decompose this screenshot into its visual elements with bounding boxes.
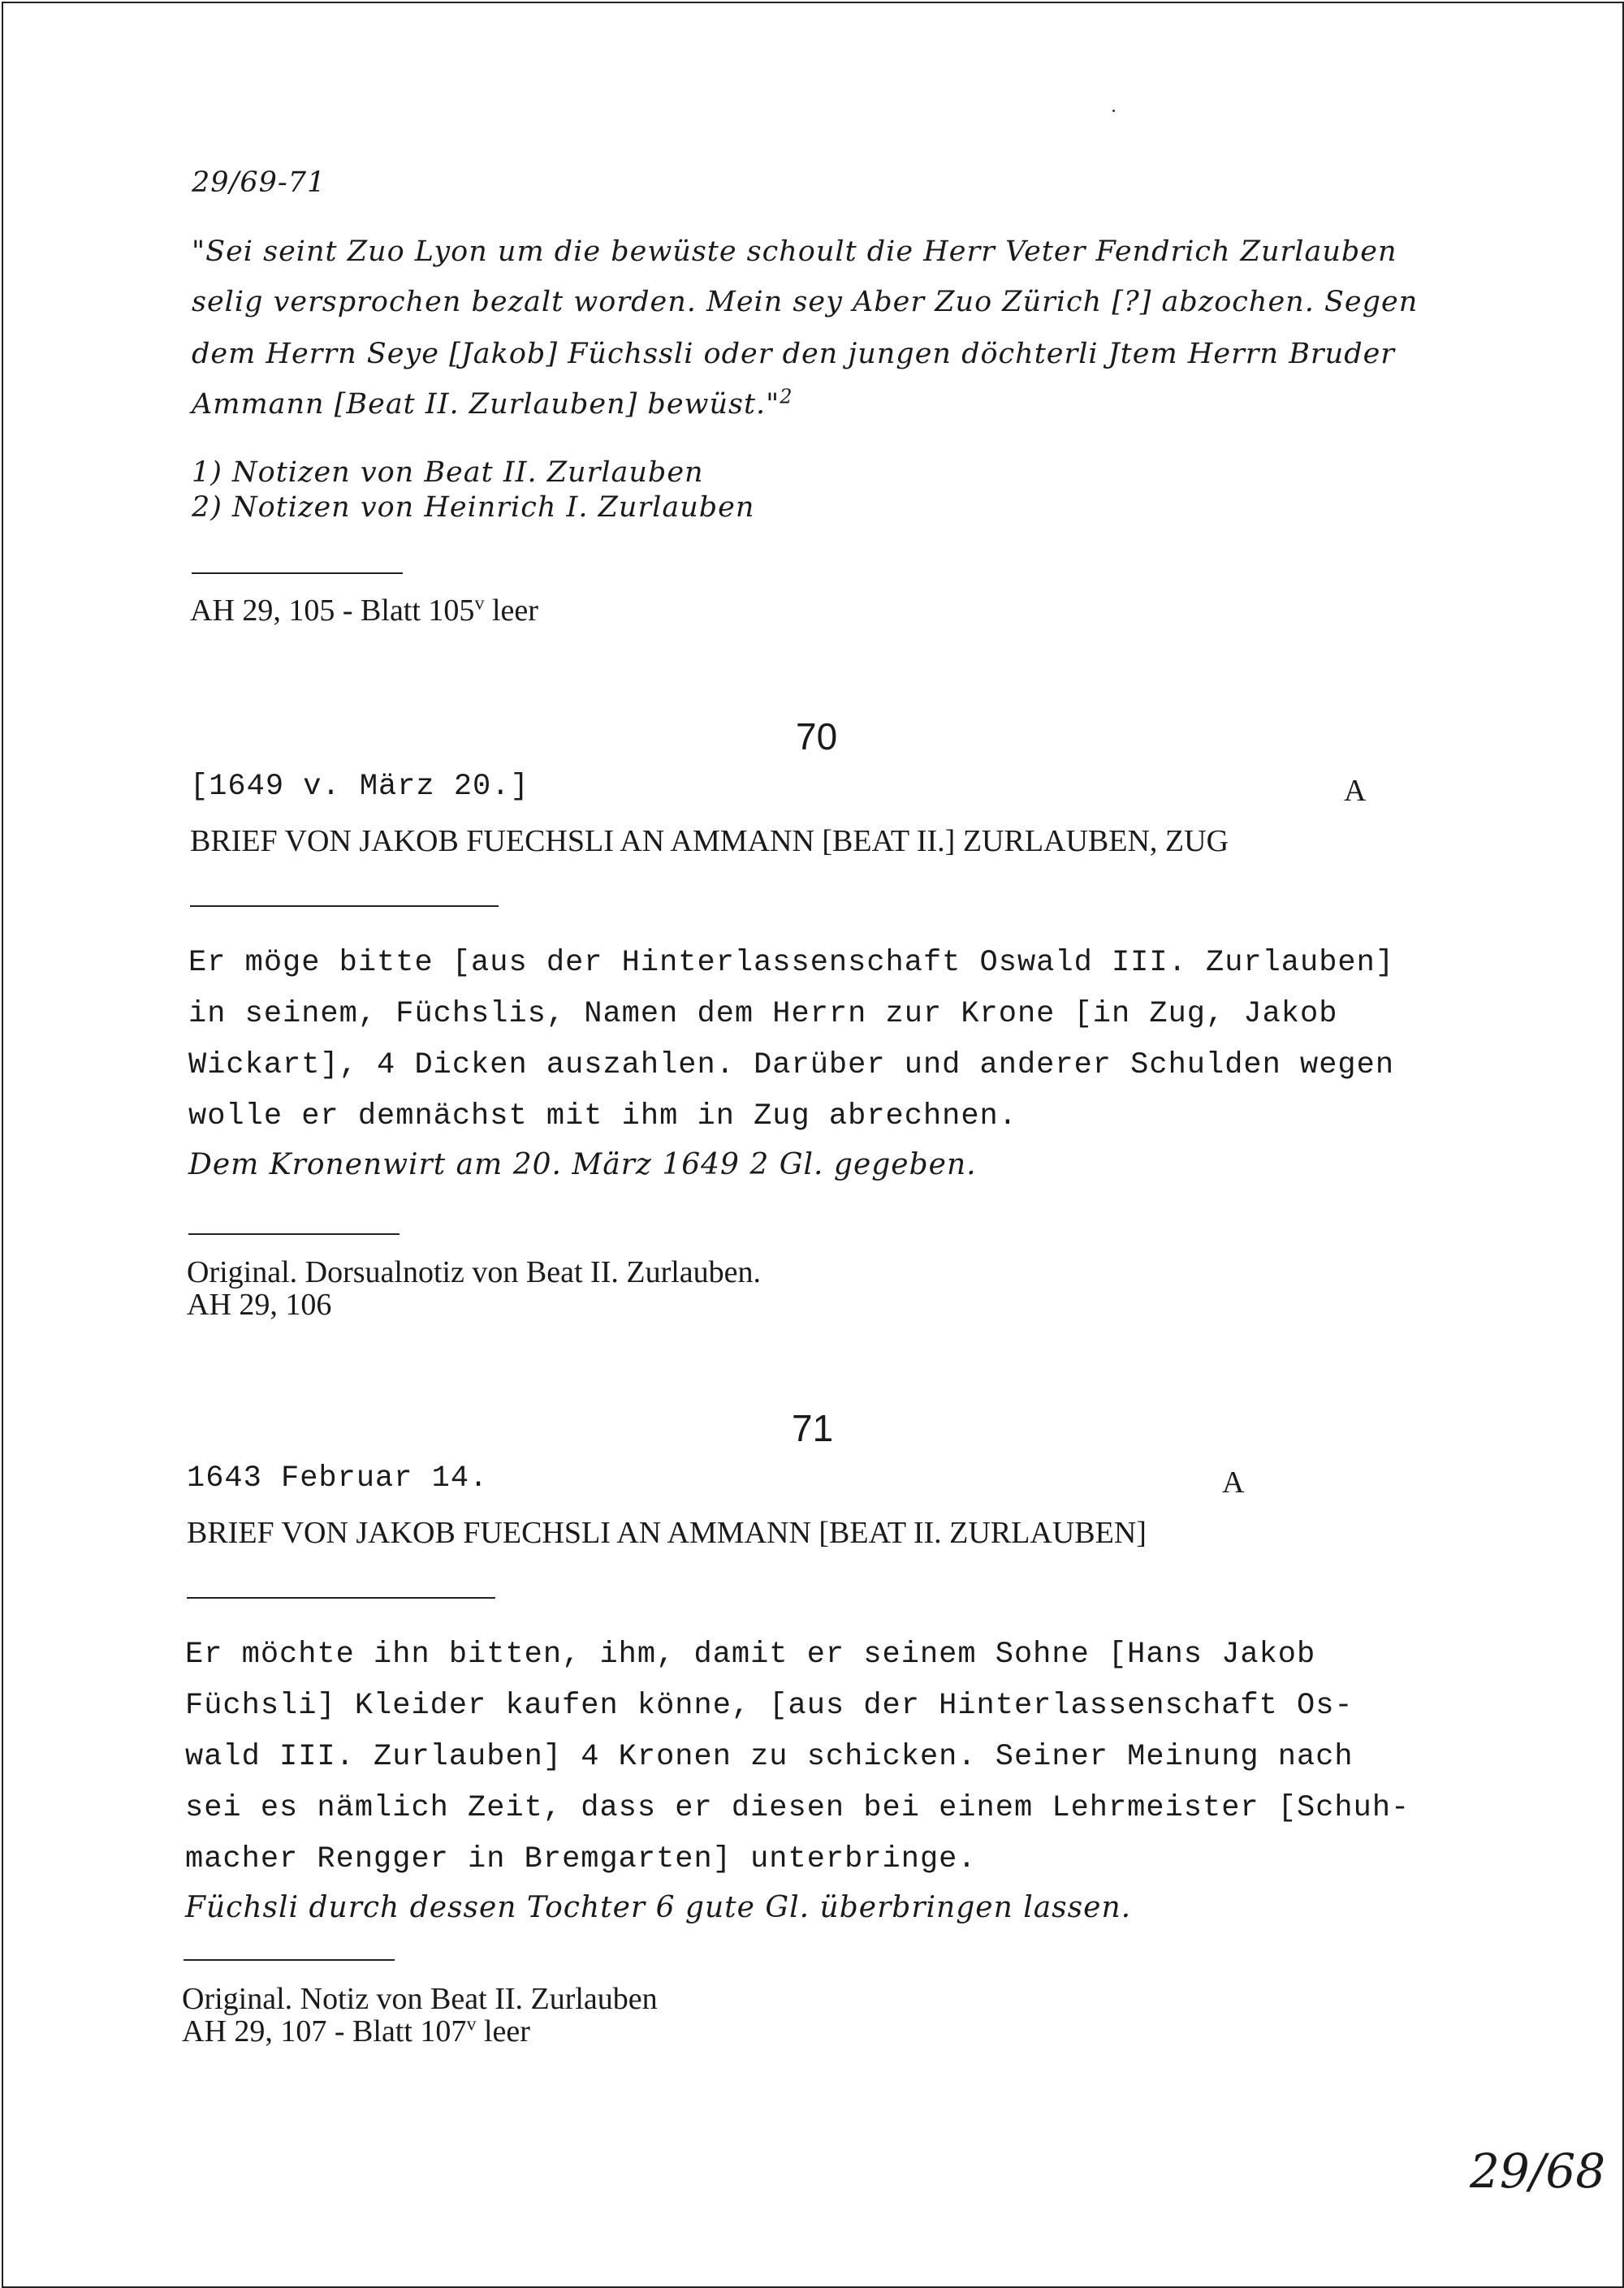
- footnote-1: 1) Notizen von Beat II. Zurlauben: [192, 456, 704, 489]
- doc71-handwritten-note: Füchsli durch dessen Tochter 6 gute Gl. überbringen lassen.: [185, 1891, 1132, 1924]
- archive-ref-105-suffix: leer: [484, 594, 538, 628]
- doc71-date: 1643 Februar 14.: [187, 1461, 489, 1496]
- quote-line-1: "Sei seint Zuo Lyon um die bewüste schoult die Herr Veter Fendrich Zurlauben: [192, 235, 1397, 268]
- doc70-type: A: [1344, 774, 1367, 808]
- doc71-body-4: sei es nämlich Zeit, dass er diesen bei einem Lehrmeister [Schuh-: [185, 1791, 1410, 1825]
- doc70-body-3: Wickart], 4 Dicken auszahlen. Darüber und anderer Schulden wegen: [188, 1048, 1395, 1082]
- doc70-ref: AH 29, 106: [187, 1288, 332, 1322]
- doc71-body-3: wald III. Zurlauben] 4 Kronen zu schicken. Seiner Meinung nach: [185, 1740, 1354, 1774]
- doc70-title-rule: [190, 905, 499, 907]
- doc71-body-5: macher Rengger in Bremgarten] unterbringe.: [185, 1842, 977, 1876]
- doc71-number: 71: [792, 1407, 834, 1449]
- doc71-body-2: Füchsli] Kleider kaufen könne, [aus der Hinterlassenschaft Os-: [185, 1689, 1354, 1723]
- top-reference: 29/69-71: [192, 166, 326, 199]
- doc70-body-1: Er möge bitte [aus der Hinterlassenschaft Oswald III. Zurlauben]: [188, 946, 1395, 980]
- archive-ref-105-prefix: AH 29, 105 - Blatt 105: [190, 594, 475, 628]
- doc70-note-rule: [188, 1233, 400, 1235]
- footnote-2: 2) Notizen von Heinrich I. Zurlauben: [192, 491, 755, 524]
- doc71-source: Original. Notiz von Beat II. Zurlauben: [182, 1982, 658, 2016]
- doc70-source: Original. Dorsualnotiz von Beat II. Zurlauben.: [187, 1255, 762, 1289]
- separator-rule: [192, 572, 403, 574]
- archive-ref-105-sup: v: [474, 593, 485, 615]
- doc71-ref: [182, 2014, 530, 2049]
- doc70-date: [1649 v. März 20.]: [190, 770, 529, 804]
- doc71-body-1: Er möchte ihn bitten, ihm, damit er seinem Sohne [Hans Jakob: [185, 1638, 1316, 1672]
- doc70-title: BRIEF VON JAKOB FUECHSLI AN AMMANN [BEAT II.] ZURLAUBEN, ZUG: [190, 824, 1229, 858]
- scan-speck: [1112, 110, 1115, 112]
- doc70-number: 70: [796, 715, 838, 758]
- quote-line-3: dem Herrn Seye [Jakob] Füchssli oder den jungen döchterli Jtem Herrn Bruder: [192, 338, 1396, 370]
- archive-ref-105: [190, 593, 538, 628]
- quote-line-4: [192, 385, 793, 421]
- doc71-ref-suffix: leer: [476, 2014, 530, 2048]
- doc71-ref-sup: v: [466, 2014, 477, 2035]
- quote-line-4-text: Ammann [Beat II. Zurlauben] bewüst.": [192, 388, 780, 421]
- folio-number: 29/68: [1470, 2143, 1606, 2199]
- doc71-ref-prefix: AH 29, 107 - Blatt 107: [182, 2014, 467, 2048]
- doc71-type: A: [1222, 1466, 1245, 1500]
- doc70-body-2: in seinem, Füchslis, Namen dem Herrn zur Krone [in Zug, Jakob: [188, 997, 1338, 1031]
- doc71-title-rule: [187, 1597, 495, 1599]
- doc71-note-rule: [184, 1959, 395, 1961]
- doc70-body-4: wolle er demnächst mit ihm in Zug abrechnen.: [188, 1099, 1017, 1133]
- doc71-title: BRIEF VON JAKOB FUECHSLI AN AMMANN [BEAT II. ZURLAUBEN]: [187, 1516, 1147, 1550]
- footnote-mark: 2: [780, 385, 793, 408]
- quote-line-2: selig versprochen bezalt worden. Mein sey Aber Zuo Zürich [?] abzochen. Segen: [192, 286, 1419, 318]
- doc70-handwritten-note: Dem Kronenwirt am 20. März 1649 2 Gl. gegeben.: [188, 1148, 977, 1181]
